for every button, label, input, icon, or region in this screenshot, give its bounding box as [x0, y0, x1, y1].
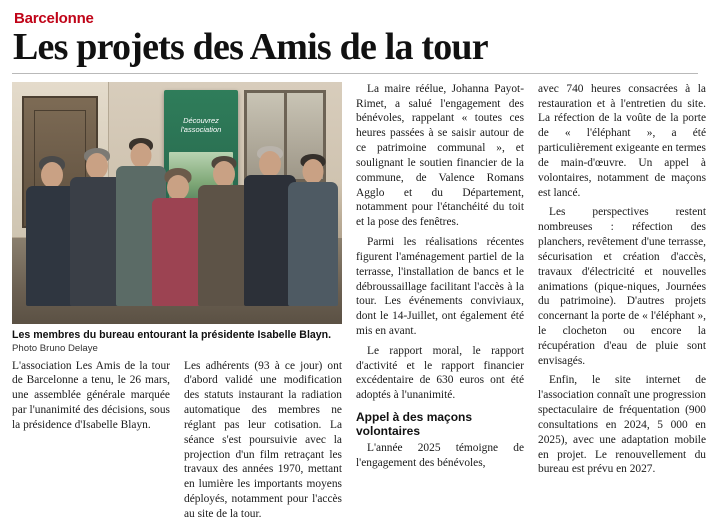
paragraph: La maire réélue, Johanna Payot-Rimet, a salué l'engagement des bénévoles, rappelant « toutes ces heures passées à se saisir autour de ce patrimoine communal », et soulignant le soutien financier de la commune, de Valence Romans Agglo et du Département, notamment pour l'étanchéité du toit et la pose des fenêtres.: [356, 82, 524, 229]
paragraph: Enfin, le site internet de l'association connaît une progression spectaculaire de fréquentation (900 consultations en 2024, 5 000 en 2025), avec une adaptation mobile en projet. Le renouvellement du bureau est prévu en 2027.: [538, 374, 706, 476]
photo-caption: [12, 329, 342, 355]
photo-caption-text: Les membres du bureau entourant la présidente Isabelle Blayn.: [12, 328, 332, 341]
article-photo: [12, 82, 342, 324]
person-5: [198, 156, 250, 306]
paragraph: Les perspectives restent nombreuses : réfection des planchers, revêtement d'une terrasse, sécurisation et création d'accès, travaux d'électricité et nouvelles animations (pique-niques, Journées du patrimoine). D'autres projets concernant la porte de « l'éléphant », le clocheton ou encore la récupération d'eau de pluie sont envisagés.: [538, 206, 706, 367]
body-column-1b: [184, 359, 342, 527]
paragraph: Les adhérents (93 à ce jour) ont d'abord validé une modification des statuts instaurant la radiation automatique des membres ne réglant pas leur cotisation. La séance s'est poursuivie avec la projection d'un film retraçant les travaux des années 1970, mettant en lumière les importants moyens déployés, notamment pour l'accès au site de la tour.: [184, 359, 342, 520]
photo-credit: Photo Bruno Delaye: [12, 342, 98, 354]
section-subhead: Appel à des maçons volontaires: [356, 410, 473, 439]
article-kicker: Barcelonne: [14, 10, 94, 27]
paragraph: L'association Les Amis de la tour de Barcelonne a tenu, le 26 mars, une assemblée générale marquée par l'unanimité des décisions, sous la présidence d'Isabelle Blayn.: [12, 359, 170, 431]
article-columns: [12, 82, 706, 527]
banner-text: Découvrez l'association: [180, 115, 222, 135]
person-4-president: [152, 168, 204, 306]
lower-left-text: [12, 359, 342, 527]
photo-column: [12, 82, 342, 527]
paragraph: avec 740 heures consacrées à la restauration et à l'entretien du site. La réfection de la voûte de la porte de « l'éléphant », a été particulièrement exigeante en termes de main-d'œuvre. Un appel à volontaires, notamment de maçons est lancé.: [538, 82, 706, 199]
page-title: Les projets des Amis de la tour: [13, 26, 488, 68]
paragraph: L'année 2025 témoigne de l'engagement des bénévoles,: [356, 442, 524, 470]
paragraph: Parmi les réalisations récentes figurent l'aménagement partiel de la terrasse, l'installation de bancs et le débroussaillage facilitant l'accès à la tour. Les événements conviviaux, dont le 14-Juillet, ont également été mis en avant.: [356, 236, 524, 337]
paragraph: Le rapport moral, le rapport d'activité et le rapport financier excédentaire de 630 euros ont été adoptés à l'unanimité.: [356, 344, 524, 402]
body-column-3: [538, 82, 706, 483]
header-divider: [12, 73, 698, 74]
body-column-2: [356, 82, 524, 476]
person-7: [288, 154, 338, 306]
body-column-1a: [12, 359, 170, 527]
